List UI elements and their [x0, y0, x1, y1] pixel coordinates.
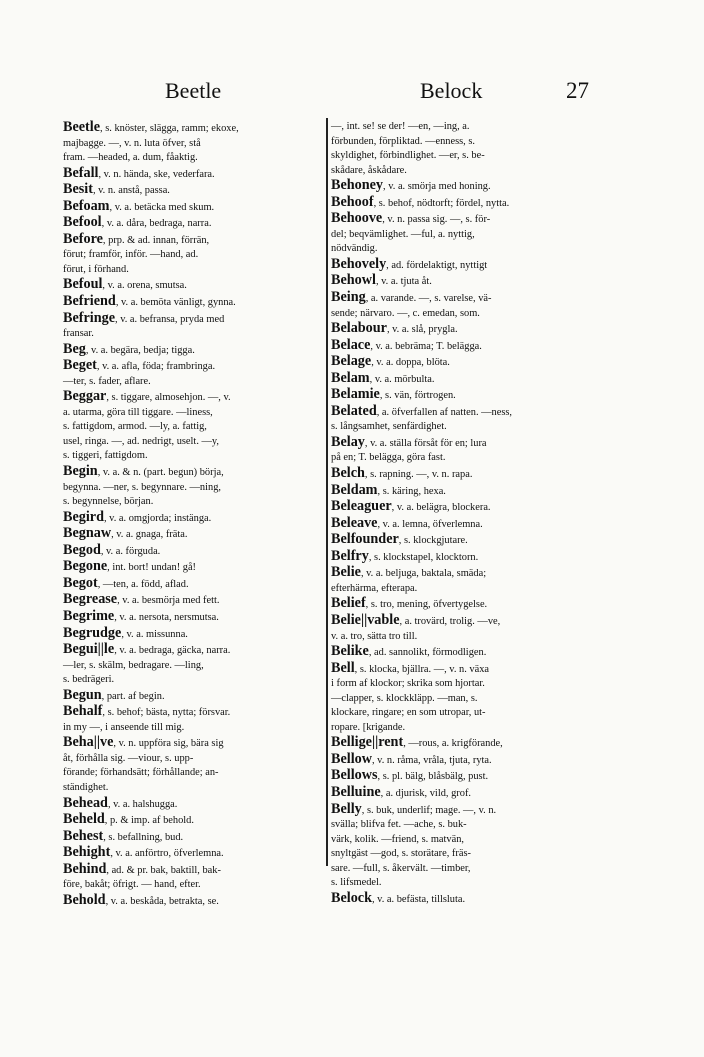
dictionary-entry — [331, 290, 599, 321]
entry-line: del; beqvämlighet. —ful, a. nyttig, — [331, 228, 475, 240]
page-number: 27 — [566, 78, 589, 103]
headword: Befall — [63, 164, 99, 181]
dictionary-entry — [331, 499, 599, 516]
headword: Begrime — [63, 607, 115, 624]
dictionary-entry — [63, 642, 325, 688]
entry-line: Begrime, v. a. nersota, nersmutsa. — [63, 607, 219, 624]
dictionary-entry — [331, 549, 599, 566]
entry-line: in my —, i anseende till mig. — [63, 721, 185, 733]
entry-line: Befriend, v. a. bemöta vänligt, gynna. — [63, 293, 236, 310]
headword: Belage — [331, 353, 372, 370]
entry-line: Before, prp. & ad. innan, förrän, — [63, 230, 210, 247]
headword: Behoove — [331, 210, 383, 227]
entry-line: —ler, s. skälm, bedragare. —ling, — [63, 659, 204, 671]
entry-line: förbunden, förpliktad. —enness, s. — [331, 135, 475, 147]
entry-line: Beggar, s. tiggare, almosehjon. —, v. — [63, 388, 231, 405]
dictionary-entry — [63, 294, 325, 311]
dictionary-entry — [331, 752, 599, 769]
headword: Behest — [63, 827, 104, 844]
entry-line: Belated, a. öfverfallen af natten. —ness, — [331, 402, 513, 419]
headword: Belabour — [331, 320, 387, 337]
dictionary-entry — [331, 532, 599, 549]
headword: Behovely — [331, 255, 387, 272]
headword: Belfounder — [331, 531, 399, 548]
entry-line: Belike, ad. sannolikt, förmodligen. — [331, 643, 487, 660]
headword: Beheld — [63, 811, 105, 828]
entry-line: Behoove, v. n. passa sig. —, s. för- — [331, 210, 491, 227]
headword: Belie — [331, 564, 361, 581]
entry-line: Behoof, s. behof, nödtorft; fördel, nytta. — [331, 193, 510, 210]
entry-line: Beheld, p. & imp. af behold. — [63, 811, 194, 828]
headword: Begone — [63, 558, 108, 575]
entry-line: Bellow, v. n. råma, vråla, tjuta, ryta. — [331, 750, 492, 767]
dictionary-entry — [63, 543, 325, 560]
entry-line: Beget, v. a. afla, föda; frambringa. — [63, 357, 216, 374]
entry-line: ständighet. — [63, 781, 109, 793]
entry-line: Befringe, v. a. befransa, pryda med — [63, 309, 225, 326]
entry-line: Belam, v. a. mörbulta. — [331, 369, 435, 386]
entry-line: Belie, v. a. beljuga, baktala, smäda; — [331, 564, 487, 581]
dictionary-entry — [331, 273, 599, 290]
entry-line: s. långsamhet, senfärdighet. — [331, 421, 447, 433]
entry-line: Belabour, v. a. slå, prygla. — [331, 320, 458, 337]
running-header — [60, 78, 620, 108]
headword: Begin — [63, 463, 98, 480]
left-column — [63, 120, 325, 909]
entry-line: snyltgäst —god, s. storätare, fräs- — [331, 848, 471, 860]
entry-line: begynna. —ner, s. begynnare. —ning, — [63, 481, 222, 493]
entry-line: Beetle, s. knöster, slägga, ramm; ekoxe, — [63, 119, 239, 135]
entry-line: fransar. — [63, 328, 94, 340]
headword: Begrease — [63, 591, 118, 608]
dictionary-entry — [331, 565, 599, 596]
entry-line: Befool, v. a. dåra, bedraga, narra. — [63, 214, 212, 231]
headword: Bellows — [331, 767, 378, 784]
headword: Behight — [63, 844, 111, 861]
headword: Behead — [63, 794, 108, 811]
dictionary-entry — [331, 257, 599, 274]
dictionary-entry — [63, 688, 325, 705]
entry-line: sende; närvaro. —, c. emedan, som. — [331, 307, 480, 319]
entry-line: usel, ringa. —, ad. nedrigt, uselt. —y, — [63, 435, 220, 447]
entry-line: Belfounder, s. klockgjutare. — [331, 531, 468, 548]
dictionary-entry — [331, 195, 599, 212]
entry-line: fram. —headed, a. dum, fåaktig. — [63, 152, 198, 164]
header-right-guide-word: Belock — [420, 78, 483, 103]
dictionary-entry — [63, 609, 325, 626]
headword: Befoam — [63, 197, 110, 214]
entry-line: Behowl, v. a. tjuta åt. — [331, 272, 432, 289]
header-left-guide-word: Beetle — [165, 78, 222, 103]
entry-line: s. tiggeri, fattigdom. — [63, 450, 148, 462]
entry-line: Begui||le, v. a. bedraga, gäcka, narra. — [63, 641, 231, 658]
dictionary-entry — [331, 466, 599, 483]
dictionary-entry — [63, 796, 325, 813]
headword: Belike — [331, 643, 369, 660]
dictionary-entry — [63, 735, 325, 795]
dictionary-entry — [63, 626, 325, 643]
headword: Before — [63, 230, 103, 247]
headword: Beldam — [331, 481, 378, 498]
dictionary-entry — [63, 526, 325, 543]
headword: Befringe — [63, 309, 116, 326]
dictionary-entry — [331, 785, 599, 802]
dictionary-entry — [331, 483, 599, 500]
dictionary-entry — [331, 387, 599, 404]
entry-line: a. utarma, göra till tiggare. —liness, — [63, 406, 213, 418]
entry-line: skyldighet, förbindlighet. —er, s. be- — [331, 150, 485, 162]
entry-line: Begnaw, v. a. gnaga, fräta. — [63, 525, 188, 542]
entry-line: Beldam, s. käring, hexa. — [331, 481, 446, 498]
entry-line: Begone, int. bort! undan! gå! — [63, 558, 197, 575]
entry-line: Begrease, v. a. besmörja med fett. — [63, 591, 220, 608]
entry-line: —, int. se! se der! —en, —ing, a. — [331, 121, 470, 132]
dictionary-entry — [63, 166, 325, 183]
entry-line: Begrudge, v. a. missunna. — [63, 624, 188, 641]
dictionary-entry — [331, 120, 599, 178]
dictionary-entry — [63, 358, 325, 389]
dictionary-entry — [63, 464, 325, 510]
dictionary-entry — [63, 559, 325, 576]
entry-line: Behead, v. a. halshugga. — [63, 794, 178, 811]
headword: Beggar — [63, 388, 107, 405]
entry-line: Beleave, v. a. lemna, öfverlemna. — [331, 514, 483, 531]
headword: Belly — [331, 800, 362, 817]
entry-line: Beha||ve, v. n. uppföra sig, bära sig — [63, 734, 224, 751]
dictionary-entry — [331, 661, 599, 736]
headword: Befriend — [63, 293, 116, 310]
entry-line: Belie||vable, a. trovärd, trolig. —ve, — [331, 611, 501, 628]
entry-line: s. lifsmedel. — [331, 877, 382, 889]
entry-line: Beg, v. a. begära, bedja; tigga. — [63, 340, 195, 357]
dictionary-entry — [63, 862, 325, 893]
entry-line: Bellige||rent, —rous, a. krigförande, — [331, 734, 503, 751]
entry-line: s. bedrägeri. — [63, 674, 115, 686]
entry-line: ropare. [krigande. — [331, 721, 406, 733]
dictionary-entry — [63, 829, 325, 846]
headword: Behind — [63, 860, 107, 877]
headword: Belated — [331, 402, 377, 419]
entry-line: Belch, s. rapning. —, v. n. rapa. — [331, 465, 473, 482]
dictionary-entry — [63, 215, 325, 232]
dictionary-entry — [63, 311, 325, 342]
headword: Behalf — [63, 703, 103, 720]
dictionary-entry — [63, 510, 325, 527]
entry-line: s. begynnelse, början. — [63, 496, 154, 508]
dictionary-entry — [63, 845, 325, 862]
entry-line: Begun, part. af begin. — [63, 686, 165, 703]
headword: Belay — [331, 433, 365, 450]
entry-line: Behoney, v. a. smörja med honing. — [331, 177, 491, 194]
entry-line: Being, a. varande. —, s. varelse, vä- — [331, 289, 492, 306]
headword: Belamie — [331, 386, 380, 403]
dictionary-entry — [331, 321, 599, 338]
headword: Begrudge — [63, 624, 122, 641]
headword: Beha||ve — [63, 734, 114, 751]
entry-line: Belace, v. a. bebräma; T. belägga. — [331, 336, 482, 353]
entry-line: värk, kolik. —friend, s. matvän, — [331, 833, 465, 845]
entry-line: Belay, v. a. ställa försåt för en; lura — [331, 433, 487, 450]
dictionary-entry — [63, 812, 325, 829]
dictionary-entry — [331, 596, 599, 613]
dictionary-entry — [63, 592, 325, 609]
entry-line: förande; förhandsätt; förhållande; an- — [63, 767, 219, 779]
headword: Belam — [331, 369, 370, 386]
dictionary-entry — [331, 371, 599, 388]
headword: Begod — [63, 541, 101, 558]
dictionary-entry — [63, 120, 325, 166]
headword: Beg — [63, 340, 86, 357]
dictionary-entry — [331, 404, 599, 435]
entry-line: åt, förhålla sig. —viour, s. upp- — [63, 752, 194, 764]
headword: Beleave — [331, 514, 378, 531]
headword: Behold — [63, 891, 106, 908]
headword: Belief — [331, 595, 366, 612]
entry-line: Behest, s. befallning, bud. — [63, 827, 184, 844]
entry-line: skådare, åskådare. — [331, 164, 407, 176]
column-divider — [326, 118, 328, 866]
headword: Befool — [63, 214, 102, 231]
dictionary-entry — [63, 389, 325, 464]
dictionary-entry — [331, 354, 599, 371]
dictionary-entry — [63, 277, 325, 294]
entry-line: förut, i förhand. — [63, 263, 129, 275]
dictionary-entry — [331, 338, 599, 355]
entry-line: sare. —full, s. åkervält. —timber, — [331, 862, 471, 874]
headword: Befoul — [63, 276, 103, 293]
dictionary-entry — [63, 232, 325, 278]
headword: Belfry — [331, 547, 369, 564]
entry-line: s. fattigdom, armod. —ly, a. fattig, — [63, 421, 207, 433]
dictionary-entry — [63, 576, 325, 593]
dictionary-entry — [63, 199, 325, 216]
headword: Behoney — [331, 177, 384, 194]
headword: Belch — [331, 465, 365, 482]
entry-line: nödvändig. — [331, 243, 378, 255]
entry-line: Behalf, s. behof; bästa, nytta; försvar. — [63, 703, 231, 720]
headword: Bellow — [331, 750, 372, 767]
dictionary-entry — [331, 802, 599, 891]
dictionary-entry — [331, 735, 599, 752]
entry-line: förut; framför, inför. —hand, ad. — [63, 249, 199, 261]
entry-line: Begin, v. a. & n. (part. begun) börja, — [63, 463, 224, 480]
headword: Bell — [331, 659, 355, 676]
headword: Belie||vable — [331, 611, 400, 628]
headword: Begot — [63, 574, 98, 591]
entry-line: på en; T. belägga, göra fast. — [331, 452, 446, 464]
entry-line: Belfry, s. klockstapel, klocktorn. — [331, 547, 479, 564]
entry-line: Belage, v. a. doppa, blöta. — [331, 353, 450, 370]
dictionary-entry — [63, 893, 325, 910]
entry-line: Bell, s. klocka, bjällra. —, v. n. växa — [331, 659, 490, 676]
entry-line: Belly, s. buk, underlif; mage. —, v. n. — [331, 800, 497, 817]
entry-line: svälla; blifva fet. —ache, s. buk- — [331, 819, 467, 831]
headword: Belace — [331, 336, 371, 353]
dictionary-entry — [331, 178, 599, 195]
entry-line: i form af klockor; skrika som hjortar. — [331, 678, 485, 690]
right-column — [331, 120, 599, 907]
dictionary-entry — [331, 211, 599, 257]
entry-line: Behight, v. a. anförtro, öfverlemna. — [63, 844, 224, 861]
entry-line: —ter, s. fader, aflare. — [63, 375, 151, 387]
entry-line: majbagge. —, v. n. luta öfver, stå — [63, 137, 201, 149]
entry-line: efterhärma, efterapa. — [331, 582, 418, 594]
headword: Beetle — [63, 119, 101, 135]
dictionary-entry — [331, 435, 599, 466]
headword: Beleaguer — [331, 498, 392, 515]
dictionary-entry — [63, 182, 325, 199]
headword: Beget — [63, 357, 97, 374]
entry-line: Besit, v. n. anstå, passa. — [63, 181, 170, 198]
dictionary-entry — [331, 644, 599, 661]
entry-line: Behind, ad. & pr. bak, baktill, bak- — [63, 860, 221, 877]
entry-line: Belock, v. a. befästa, tillsluta. — [331, 889, 466, 906]
entry-line: Befoam, v. a. betäcka med skum. — [63, 197, 215, 214]
entry-line: Beleaguer, v. a. belägra, blockera. — [331, 498, 491, 515]
dictionary-entry — [331, 768, 599, 785]
headword: Begui||le — [63, 641, 115, 658]
entry-line: Begod, v. a. förguda. — [63, 541, 161, 558]
entry-line: Belief, s. tro, mening, öfvertygelse. — [331, 595, 488, 612]
headword: Behoof — [331, 193, 374, 210]
headword: Being — [331, 289, 366, 306]
headword: Belluine — [331, 783, 381, 800]
entry-line: —clapper, s. klockkläpp. —man, s. — [331, 692, 478, 704]
entry-line: Bellows, s. pl. bälg, blåsbälg, pust. — [331, 767, 489, 784]
entry-line: Befoul, v. a. orena, smutsa. — [63, 276, 187, 293]
dictionary-entry — [63, 342, 325, 359]
entry-line: Behovely, ad. fördelaktigt, nyttigt — [331, 255, 488, 272]
entry-line: Begird, v. a. omgjorda; instänga. — [63, 508, 212, 525]
entry-line: Behold, v. a. beskåda, betrakta, se. — [63, 891, 219, 908]
entry-line: Befall, v. n. hända, ske, vederfara. — [63, 164, 215, 181]
dictionary-entry — [63, 704, 325, 735]
headword: Behowl — [331, 272, 376, 289]
dictionary-entry — [331, 516, 599, 533]
headword: Begun — [63, 686, 102, 703]
entry-line: klockare, ringare; en som utropar, ut- — [331, 707, 486, 719]
dictionary-entry — [331, 613, 599, 644]
entry-line: före, bakåt; öfrigt. — hand, efter. — [63, 879, 201, 891]
headword: Belock — [331, 889, 372, 906]
headword: Besit — [63, 181, 93, 198]
entry-line: v. a. tro, sätta tro till. — [331, 630, 418, 642]
entry-line: Begot, —ten, a. född, aflad. — [63, 574, 189, 591]
entry-line: Belluine, a. djurisk, vild, grof. — [331, 783, 472, 800]
dictionary-entry — [331, 891, 599, 908]
headword: Begnaw — [63, 525, 112, 542]
headword: Bellige||rent — [331, 734, 404, 751]
entry-line: Belamie, s. vän, förtrogen. — [331, 386, 456, 403]
headword: Begird — [63, 508, 104, 525]
